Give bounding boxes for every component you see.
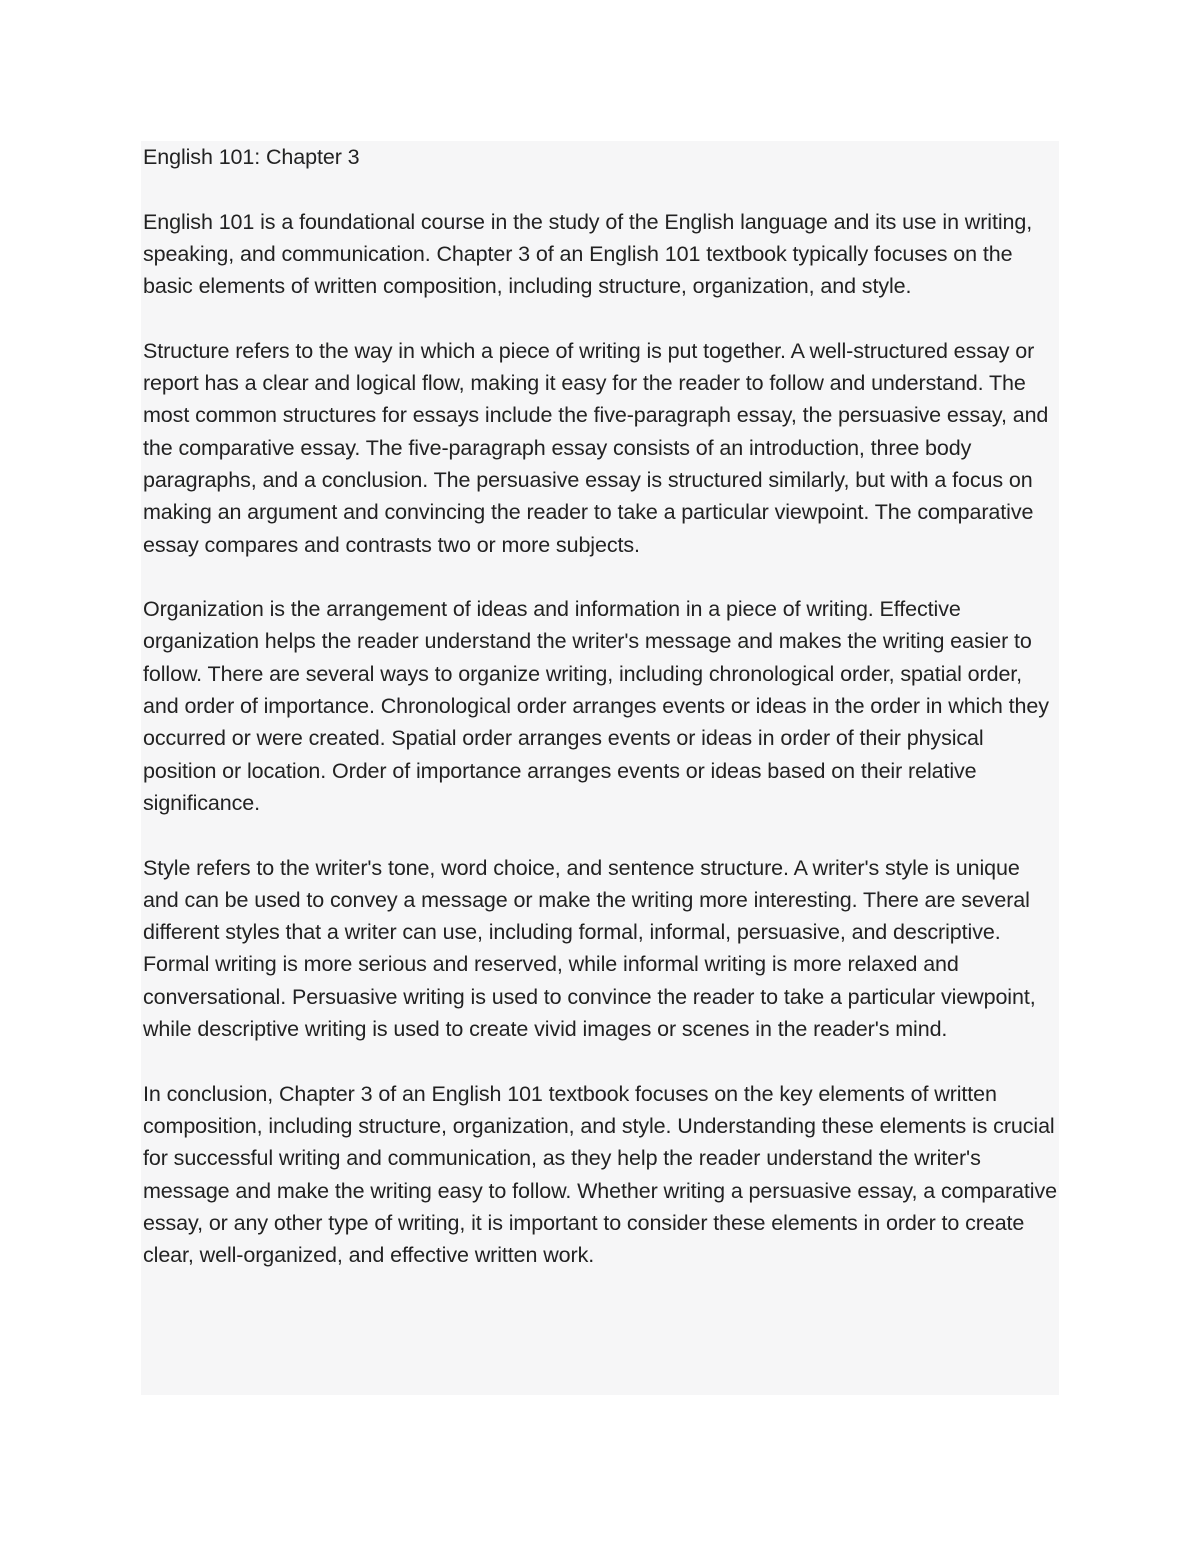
- paragraph-organization: Organization is the arrangement of ideas and information in a piece of writing. Effective organization helps the reader understand the writer's message and makes the writing easier to follow. There are several ways to organize writing, including chronological order, spatial order, and order of importance. Chronological order arranges events or ideas in the order in which they occurred or were created. Spatial order arranges events or ideas in order of their physical position or location. Order of importance arranges events or ideas based on their relative significance.: [143, 597, 1049, 815]
- paragraph-conclusion: In conclusion, Chapter 3 of an English 101 textbook focuses on the key elements of written composition, including structure, organization, and style. Understanding these elements is crucial for successful writing and communication, as they help the reader understand the writer's message and make the writing easy to follow. Whether writing a persuasive essay, a comparative essay, or any other type of writing, it is important to consider these elements in order to create clear, well-organized, and effective written work.: [143, 1081, 1057, 1268]
- paragraph-style: Style refers to the writer's tone, word choice, and sentence structure. A writer's style is unique and can be used to convey a message or make the writing more interesting. There are several different styles that a writer can use, including formal, informal, persuasive, and descriptive. Formal writing is more serious and reserved, while informal writing is more relaxed and conversational. Persuasive writing is used to convince the reader to take a particular viewpoint, while descriptive writing is used to create vivid images or scenes in the reader's mind.: [143, 855, 1036, 1042]
- text-block: [141, 141, 1059, 1395]
- paragraph-intro: English 101 is a foundational course in the study of the English language and its use in writing, speaking, and communication. Chapter 3 of an English 101 textbook typically focuses on the basic elements of written composition, including structure, organization, and style.: [143, 209, 1033, 299]
- paragraph-structure: Structure refers to the way in which a piece of writing is put together. A well-structured essay or report has a clear and logical flow, making it easy for the reader to follow and understand. The most common structures for essays include the five-paragraph essay, the persuasive essay, and the comparative essay. The five-paragraph essay consists of an introduction, three body paragraphs, and a conclusion. The persuasive essay is structured similarly, but with a focus on making an argument and convincing the reader to take a particular viewpoint. The comparative essay compares and contrasts two or more subjects.: [143, 338, 1049, 557]
- document-title: English 101: Chapter 3: [143, 145, 360, 169]
